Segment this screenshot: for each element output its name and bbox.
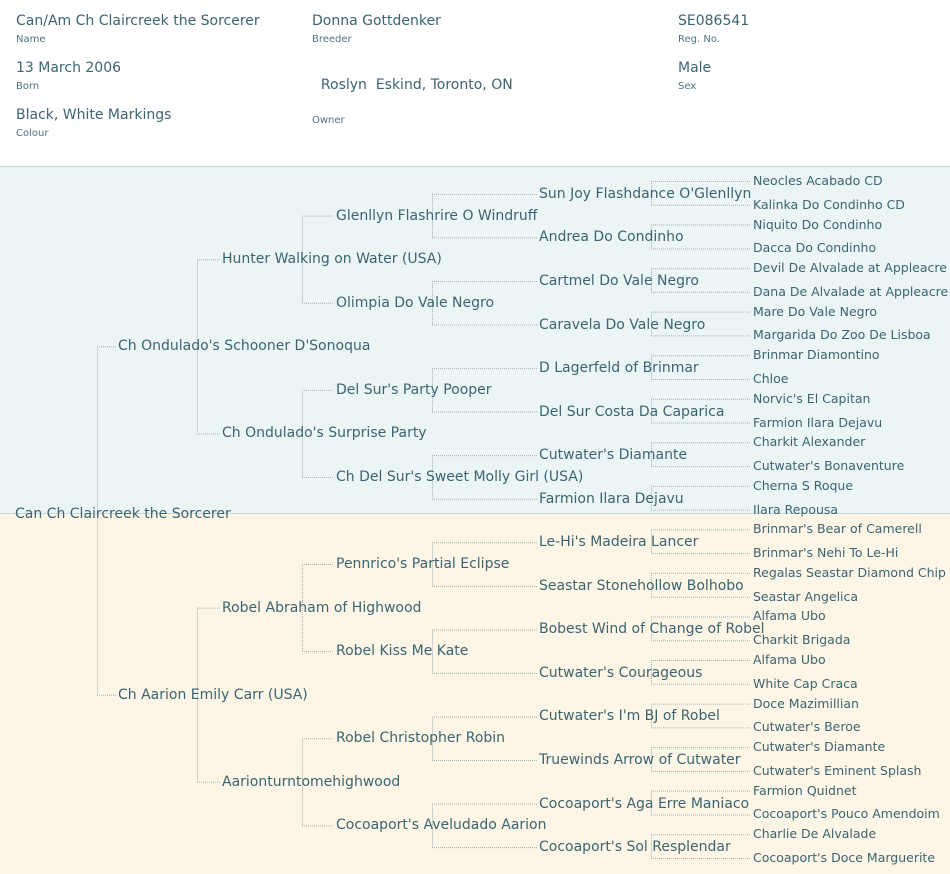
breeder-label: Breeder (312, 34, 352, 45)
pedigree-gen4-ancestor: Robel Christopher Robin (336, 730, 506, 747)
pedigree-gen6-ancestor: Cutwater's Bonaventure (753, 458, 905, 474)
name-value: Can/Am Ch Claircreek the Sorcerer (16, 13, 260, 29)
name-label: Name (16, 34, 46, 45)
pedigree-gen5-ancestor: Cocoaport's Sol Resplendar (539, 839, 731, 856)
pedigree-gen6-ancestor: Doce Mazimillian (753, 695, 859, 711)
pedigree-gen5-ancestor: Le-Hi's Madeira Lancer (539, 534, 699, 551)
reg-no-label: Reg. No. (678, 34, 720, 45)
pedigree-gen6-ancestor: Kalinka Do Condinho CD (753, 196, 905, 212)
pedigree-gen6-ancestor: Dana De Alvalade at Appleacre (753, 283, 949, 299)
born-label: Born (16, 81, 40, 92)
pedigree-gen3-ancestor: Aarionturntomehighwood (222, 773, 401, 790)
pedigree-gen5-ancestor: D Lagerfeld of Brinmar (539, 360, 699, 377)
pedigree-gen4-ancestor: Cocoaport's Aveludado Aarion (336, 817, 547, 834)
pedigree-gen4-ancestor: Pennrico's Partial Eclipse (336, 556, 510, 573)
pedigree-gen1-ancestor: Can Ch Claircreek the Sorcerer (15, 506, 231, 522)
pedigree-gen5-ancestor: Caravela Do Vale Negro (539, 316, 706, 333)
owner-value: Roslyn Eskind, Toronto, ON (320, 77, 513, 93)
pedigree-gen6-ancestor: Cherna S Roque (753, 477, 854, 493)
pedigree-gen6-ancestor: White Cap Craca (753, 675, 858, 691)
pedigree-gen4-ancestor: Olimpia Do Vale Negro (336, 294, 495, 311)
sex-value: Male (678, 60, 712, 76)
pedigree-gen3-ancestor: Ch Ondulado's Surprise Party (222, 425, 427, 442)
pedigree-gen2-ancestor: Ch Ondulado's Schooner D'Sonoqua (118, 338, 371, 355)
pedigree-gen6-ancestor: Mare Do Vale Negro (753, 303, 878, 319)
pedigree-gen3-ancestor: Hunter Walking on Water (USA) (222, 251, 442, 268)
pedigree-gen5-ancestor: Cartmel Do Vale Negro (539, 272, 699, 289)
pedigree-gen6-ancestor: Devil De Alvalade at Appleacre (753, 260, 947, 276)
pedigree-gen6-ancestor: Farmion Ilara Dejavu (753, 414, 883, 430)
pedigree-gen5-ancestor: Cutwater's Courageous (539, 664, 703, 681)
pedigree-gen6-ancestor: Cutwater's Diamante (753, 739, 886, 755)
pedigree-gen6-ancestor: Charkit Alexander (753, 434, 866, 450)
pedigree-gen5-ancestor: Cocoaport's Aga Erre Maniaco (539, 795, 750, 812)
pedigree-gen5-ancestor: Sun Joy Flashdance O'Glenllyn (539, 185, 752, 202)
born-value: 13 March 2006 (16, 60, 122, 76)
owner-label: Owner (312, 115, 345, 126)
pedigree-gen6-ancestor: Brinmar Diamontino (753, 347, 880, 363)
pedigree-gen3-ancestor: Robel Abraham of Highwood (222, 599, 422, 616)
pedigree-gen6-ancestor: Farmion Quidnet (753, 782, 857, 798)
pedigree-gen5-ancestor: Cutwater's Diamante (539, 447, 688, 464)
breeder-value: Donna Gottdenker (312, 13, 441, 29)
pedigree-gen6-ancestor: Alfama Ubo (753, 652, 826, 668)
pedigree-gen6-ancestor: Brinmar's Nehi To Le-Hi (753, 545, 899, 561)
pedigree-gen6-ancestor: Chloe (753, 370, 789, 386)
pedigree-gen6-ancestor: Seastar Angelica (753, 588, 859, 604)
pedigree-gen5-ancestor: Cutwater's I'm BJ of Robel (539, 708, 720, 725)
pedigree-gen5-ancestor: Seastar Stonehollow Bolhobo (539, 577, 744, 594)
pedigree-gen2-ancestor: Ch Aarion Emily Carr (USA) (118, 686, 308, 703)
pedigree-gen6-ancestor: Cutwater's Beroe (753, 719, 861, 735)
sex-label: Sex (678, 81, 697, 92)
pedigree-gen6-ancestor: Dacca Do Condinho (753, 240, 877, 256)
pedigree-gen4-ancestor: Del Sur's Party Pooper (336, 381, 492, 398)
colour-value: Black, White Markings (16, 107, 172, 123)
pedigree-gen4-ancestor: Robel Kiss Me Kate (336, 643, 469, 660)
pedigree-gen4-ancestor: Ch Del Sur's Sweet Molly Girl (USA) (336, 468, 584, 485)
pedigree-gen5-ancestor: Farmion Ilara Dejavu (539, 490, 684, 507)
pedigree-gen6-ancestor: Cutwater's Eminent Splash (753, 762, 922, 778)
pedigree-gen6-ancestor: Niquito Do Condinho (753, 216, 883, 232)
pedigree-gen6-ancestor: Charkit Brigada (753, 632, 851, 648)
pedigree-gen4-ancestor: Glenllyn Flashrire O Windruff (336, 207, 538, 224)
pedigree-gen6-ancestor: Norvic's El Capitan (753, 390, 871, 406)
colour-label: Colour (16, 128, 49, 139)
pedigree-gen6-ancestor: Cocoaport's Doce Marguerite (753, 850, 936, 865)
pedigree-gen6-ancestor: Alfama Ubo (753, 608, 826, 624)
pedigree-gen6-ancestor: Cocoaport's Pouco Amendoim (753, 806, 940, 822)
pedigree-gen6-ancestor: Neocles Acabado CD (753, 173, 883, 188)
reg-no-value: SE086541 (678, 13, 750, 29)
pedigree-gen5-ancestor: Truewinds Arrow of Cutwater (539, 752, 741, 769)
pedigree-gen5-ancestor: Bobest Wind of Change of Robel (539, 621, 765, 638)
pedigree-gen5-ancestor: Del Sur Costa Da Caparica (539, 403, 725, 420)
pedigree-gen6-ancestor: Charlie De Alvalade (753, 826, 877, 842)
pedigree-gen6-ancestor: Ilara Repousa (753, 501, 839, 517)
pedigree-gen6-ancestor: Brinmar's Bear of Camerell (753, 521, 922, 537)
pedigree-gen6-ancestor: Regalas Seastar Diamond Chip (753, 564, 946, 580)
pedigree-gen6-ancestor: Margarida Do Zoo De Lisboa (753, 327, 931, 343)
pedigree-gen5-ancestor: Andrea Do Condinho (539, 229, 684, 246)
